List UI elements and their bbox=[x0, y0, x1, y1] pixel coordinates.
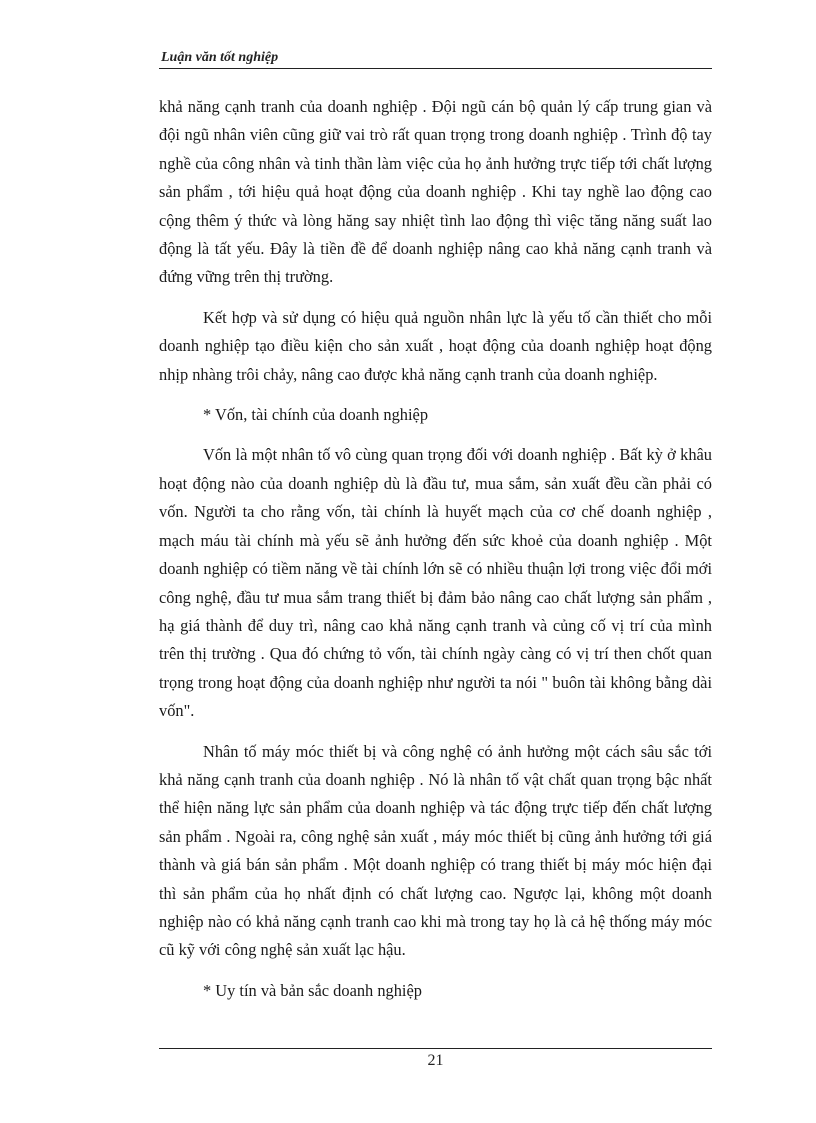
section-heading-reputation: * Uy tín và bản sắc doanh nghiệp bbox=[203, 980, 422, 1000]
paragraph-continuation: khả năng cạnh tranh của doanh nghiệp . Đội ngũ cán bộ quản lý cấp trung gian và đội ngũ nhân viên cũng giữ vai trò rất quan trọng trong doanh nghiệp . Trình độ tay nghề của công nhân và tinh thần làm việc của họ ảnh hưởng trực tiếp tới chất lượng sản phẩm , tới hiệu quả hoạt động của doanh nghiệp . Khi tay nghề lao động cao cộng thêm ý thức và lòng hăng say nhiệt tình lao động thì việc tăng năng suất lao động là tất yếu. Đây là tiền đề để doanh nghiệp nâng cao khả năng cạnh tranh và đứng vững trên thị trường. bbox=[159, 97, 712, 287]
paragraph-human-resources: Kết hợp và sử dụng có hiệu quả nguồn nhân lực là yếu tố cần thiết cho mỗi doanh nghiệp tạo điều kiện cho sản xuất , hoạt động của doanh nghiệp hoạt động nhịp nhàng trôi chảy, nâng cao được khả năng cạnh tranh của doanh nghiệp. bbox=[159, 307, 712, 384]
page-body bbox=[159, 93, 712, 1017]
section-heading-capital: * Vốn, tài chính của doanh nghiệp bbox=[203, 405, 429, 425]
footer-divider bbox=[159, 1048, 712, 1049]
header-title: Luận văn tốt nghiệp bbox=[161, 50, 279, 65]
page-header bbox=[159, 46, 712, 69]
page-number: 21 bbox=[427, 1052, 444, 1069]
paragraph-capital: Vốn là một nhân tố vô cùng quan trọng đối với doanh nghiệp . Bất kỳ ở khâu hoạt động nào của doanh nghiệp dù là đầu tư, mua sắm, sản xuất đều cần phải có vốn. Người ta cho rằng vốn, tài chính là huyết mạch của cơ chế doanh nghiệp , mạch máu tài chính mà yếu sẽ ảnh hưởng đến sức khoẻ của doanh nghiệp . Một doanh nghiệp có tiềm năng về tài chính lớn sẽ có nhiều thuận lợi trong việc đổi mới công nghệ, đầu tư mua sắm trang thiết bị đảm bảo nâng cao chất lượng sản phẩm , hạ giá thành để duy trì, nâng cao khả năng cạnh tranh và củng cố vị trí của mình trên thị trường . Qua đó chứng tỏ vốn, tài chính ngày càng có vị trí then chốt quan trọng trong hoạt động của doanh nghiệp như người ta nói " buôn tài không bằng dài vốn". bbox=[159, 445, 712, 721]
paragraph-technology: Nhân tố máy móc thiết bị và công nghệ có ảnh hưởng một cách sâu sắc tới khả năng cạnh tranh của doanh nghiệp . Nó là nhân tố vật chất quan trọng bậc nhất thể hiện năng lực sản phẩm của doanh nghiệp và tác động trực tiếp đến chất lượng sản phẩm . Ngoài ra, công nghệ sản xuất , máy móc thiết bị cũng ảnh hưởng tới giá thành và giá bán sản phẩm . Một doanh nghiệp có trang thiết bị máy móc hiện đại thì sản phẩm của họ nhất định có chất lượng cao. Ngược lại, không một doanh nghiệp nào có khả năng cạnh tranh cao khi mà trong tay họ là cả hệ thống máy móc cũ kỹ với công nghệ sản xuất lạc hậu. bbox=[159, 741, 712, 960]
